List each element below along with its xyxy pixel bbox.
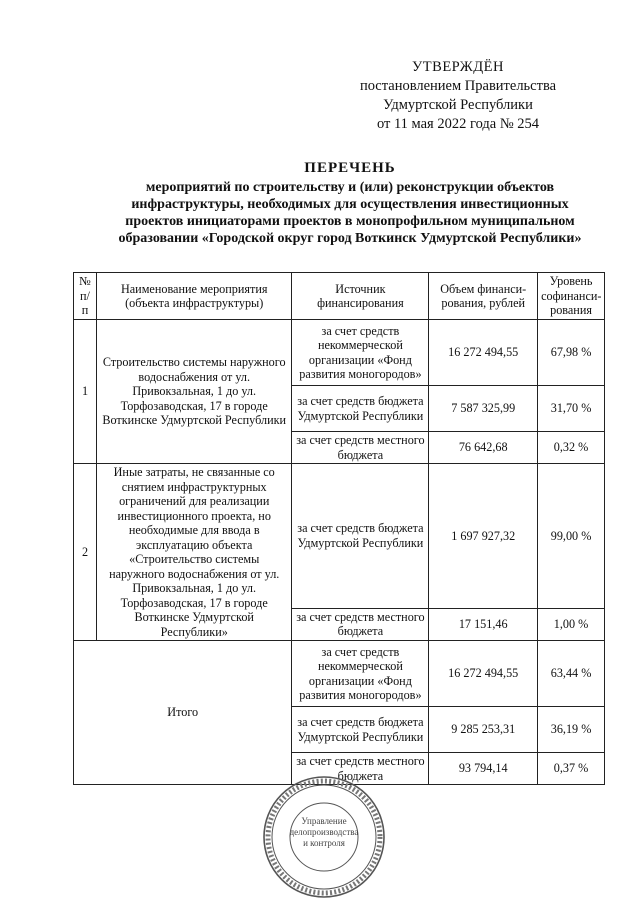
header-num: № п/п [74,273,97,320]
item-1-source-2: за счет средств бюджета Удмуртской Республики [292,386,429,432]
total-source-2: за счет средств бюджета Удмуртской Республики [292,707,429,753]
item-1-share-3: 0,32 % [538,432,605,464]
item-1-share-1: 67,98 % [538,320,605,386]
stamp-line-2: делопроизводства [289,827,359,837]
total-share-2: 36,19 % [538,707,605,753]
stamp-inner-text [262,816,386,849]
approval-block [328,58,588,134]
item-2-amount-2: 17 151,46 [429,608,538,640]
item-2-name: Иные затраты, не связанные со снятием инфраструктурных ограничений для реализации инвестиционного проекта, но необходимые для ввода в эксплуатацию объекта «Строительство системы наружного водоснабжения от ул. Привокзальная, 1 до ул. Торфозаводская, 17 в городе Воткинске Удмуртской Республики» [96,464,291,641]
total-source-1: за счет средств некоммерческой организации «Фонд развития моногородов» [292,641,429,707]
item-2-amount-1: 1 697 927,32 [429,464,538,609]
stamp-line-3: и контроля [303,838,345,848]
total-share-1: 63,44 % [538,641,605,707]
approval-line-2: Удмуртской Республики [383,97,533,113]
item-1-amount-2: 7 587 325,99 [429,386,538,432]
total-amount-2: 9 285 253,31 [429,707,538,753]
stamp-line-1: Управление [301,816,347,826]
measures-table [73,272,605,785]
title-line-2: инфраструктуры, необходимых для осуществления инвестиционных [131,197,569,212]
item-1-source-1: за счет средств некоммерческой организации «Фонд развития моногородов» [292,320,429,386]
item-2-source-2: за счет средств местного бюджета [292,608,429,640]
document-title [100,160,600,247]
title-heading: ПЕРЕЧЕНЬ [304,160,396,176]
approval-line-3: от 11 мая 2022 года № 254 [376,116,540,132]
item-1-amount-3: 76 642,68 [429,432,538,464]
title-line-3: проектов инициаторами проектов в монопрофильном муниципальном [125,214,575,229]
header-share: Уровень софинанси-рования [538,273,605,320]
table-row [74,320,605,386]
table-row [74,641,605,707]
item-2-source-1: за счет средств бюджета Удмуртской Республики [292,464,429,609]
total-share-3: 0,37 % [538,753,605,785]
official-stamp [262,775,386,899]
title-line-4: образовании «Городской округ город Воткинск Удмуртской Республики» [118,231,582,246]
header-amount: Объем финанси-рования, рублей [429,273,538,320]
header-source: Источник финансирования [292,273,429,320]
item-1-name: Строительство системы наружного водоснабжения от ул. Привокзальная, 1 до ул. Торфозаводская, 17 в городе Воткинске Удмуртской Республики [96,320,291,464]
item-1-source-3: за счет средств местного бюджета [292,432,429,464]
total-amount-1: 16 272 494,55 [429,641,538,707]
total-source-3: за счет средств местного бюджета [292,753,429,785]
table-row [74,464,605,609]
item-1-share-2: 31,70 % [538,386,605,432]
item-1-amount-1: 16 272 494,55 [429,320,538,386]
total-label: Итого [74,641,292,785]
table-header-row [74,273,605,320]
approval-line-1: постановлением Правительства [359,78,557,94]
item-2-num: 2 [74,464,97,641]
item-2-share-2: 1,00 % [538,608,605,640]
title-line-1: мероприятий по строительству и (или) реконструкции объектов [145,180,555,195]
item-1-num: 1 [74,320,97,464]
total-amount-3: 93 794,14 [429,753,538,785]
item-2-share-1: 99,00 % [538,464,605,609]
header-name: Наименование мероприятия (объекта инфраструктуры) [96,273,291,320]
approval-word: УТВЕРЖДЁН [412,59,504,75]
